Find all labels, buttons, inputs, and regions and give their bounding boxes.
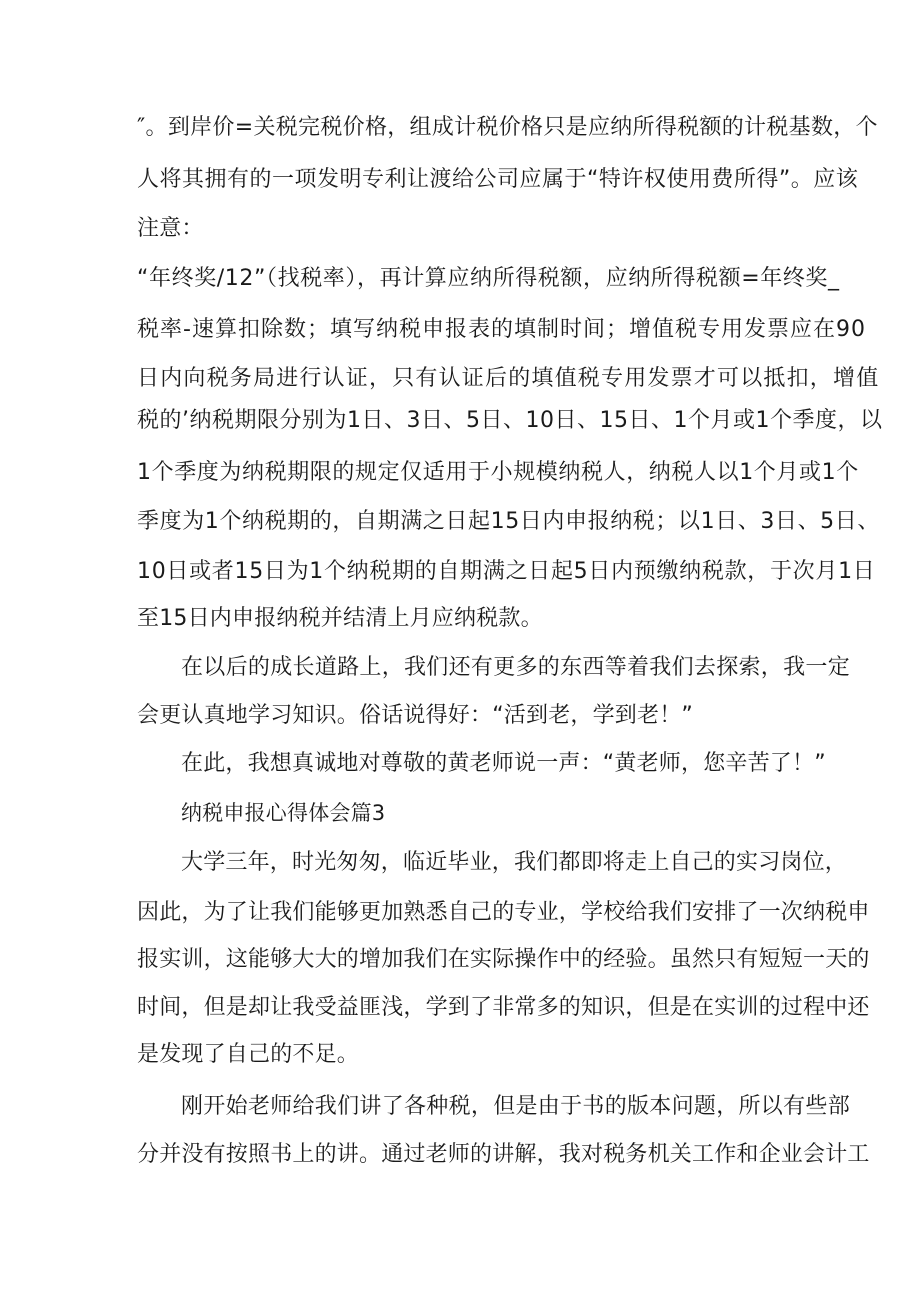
- text-line: 报实训，这能够大大的增加我们在实际操作中的经验。虽然只有短短一天的: [137, 947, 870, 972]
- text-line: 季度为1个纳税期的，自期满之日起15日内申报纳税；以1日、3日、5日、: [137, 509, 880, 534]
- text-line: 1个季度为纳税期限的规定仅适用于小规模纳税人，纳税人以1个月或1个: [137, 460, 859, 485]
- text-line: “年终奖/12”（找税率），再计算应纳所得税额，应纳所得税额=年终奖_: [137, 266, 840, 291]
- text-line: 时间，但是却让我受益匪浅，学到了非常多的知识，但是在实训的过程中还: [137, 995, 870, 1020]
- paragraph-first-line: 刚开始老师给我们讲了各种税，但是由于书的版本问题，所以有些部: [181, 1094, 851, 1119]
- paragraph-first-line: 大学三年，时光匆匆，临近毕业，我们都即将走上自己的实习岗位，: [181, 850, 848, 875]
- text-line: 税的’纳税期限分别为1日、3日、5日、10日、15日、1个月或1个季度，以: [137, 408, 883, 433]
- text-line: 日内向税务局进行认证，只有认证后的填值税专用发票才可以抵扣，增值: [137, 366, 880, 391]
- text-line: 至15日内申报纳税并结清上月应纳税款。: [137, 606, 543, 631]
- text-line: 分并没有按照书上的讲。通过老师的讲解，我对税务机关工作和企业会计工: [137, 1142, 870, 1167]
- text-line: 注意：: [137, 216, 204, 241]
- paragraph-first-line: 在以后的成长道路上，我们还有更多的东西等着我们去探索，我一定: [181, 655, 851, 680]
- text-line: 会更认真地学习知识。俗话说得好：“活到老，学到老！”: [137, 703, 693, 728]
- text-line: 税率-速算扣除数；填写纳税申报表的填制时间；增值税专用发票应在90: [137, 317, 866, 342]
- text-line: 是发现了自己的不足。: [137, 1042, 360, 1067]
- paragraph-first-line: 在此，我想真诚地对尊敬的黄老师说一声：“黄老师，您辛苦了！”: [181, 751, 826, 776]
- text-line: 人将其拥有的一项发明专利让渡给公司应属于“特许权使用费所得”。应该: [137, 167, 859, 192]
- text-line: ″。到岸价=关税完税价格，组成计税价格只是应纳所得税额的计税基数，个: [137, 115, 878, 140]
- text-line: 10日或者15日为1个纳税期的自期满之日起5日内预缴纳税款，于次月1日: [137, 559, 876, 584]
- text-line: 因此，为了让我们能够更加熟悉自己的专业，学校给我们安排了一次纳税申: [137, 900, 870, 925]
- section-heading: 纳税申报心得体会篇3: [181, 801, 386, 825]
